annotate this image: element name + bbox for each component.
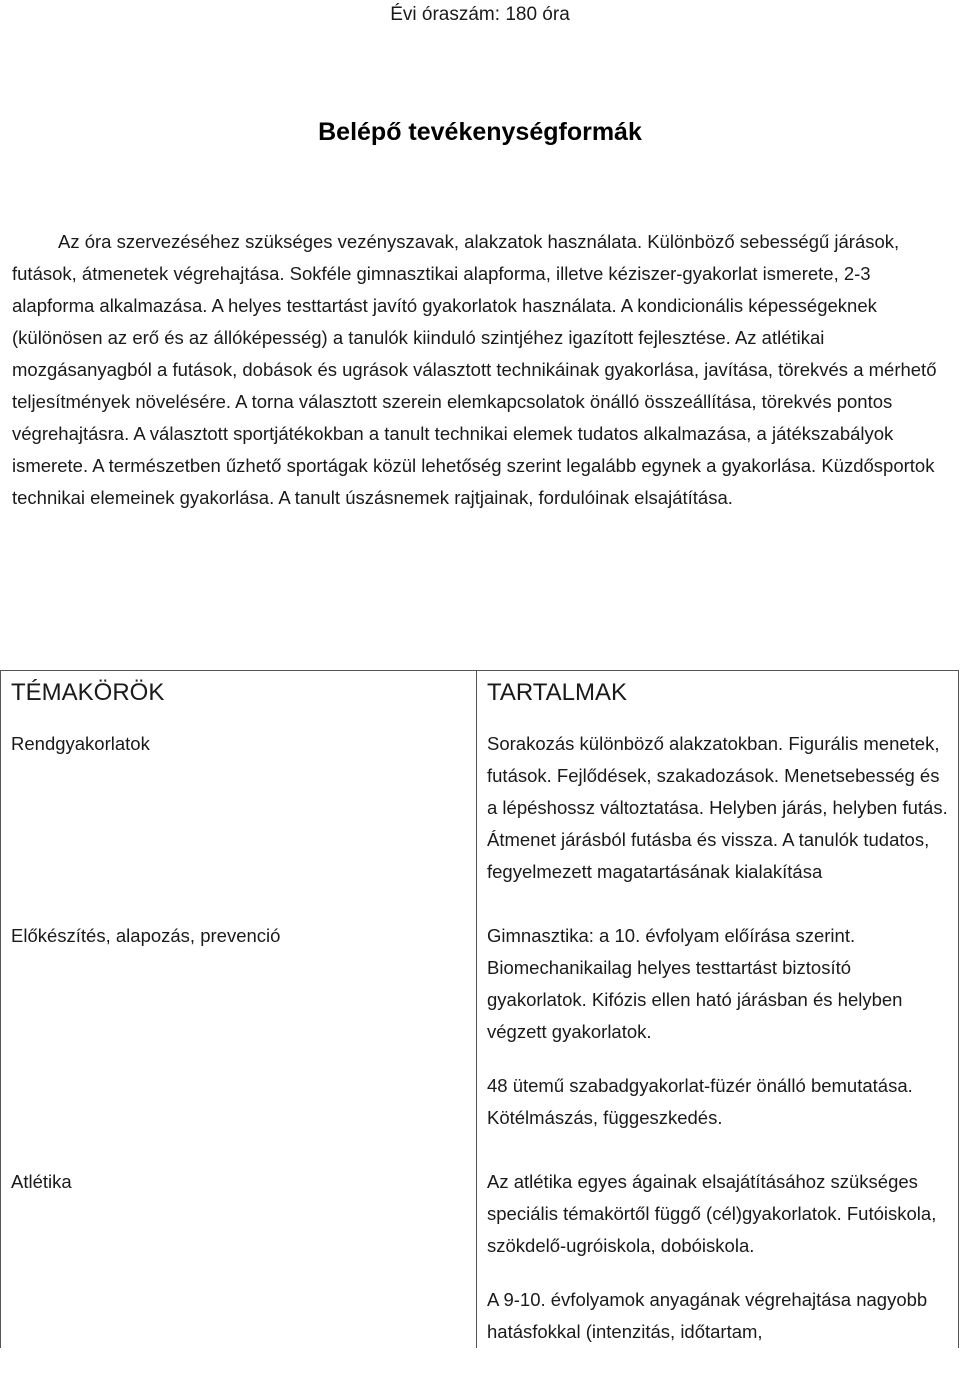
content-cell — [477, 718, 959, 910]
column-header-contents: TARTALMAK — [477, 671, 959, 719]
table-row — [1, 1156, 959, 1348]
content-paragraph: A 9-10. évfolyamok anyagának végrehajtása nagyobb hatásfokkal (intenzitás, időtartam, — [487, 1289, 928, 1342]
annual-hours: Évi óraszám: 180 óra — [390, 4, 570, 25]
topic-cell: Atlétika — [11, 1171, 72, 1192]
section-title: Belépő tevékenységformák — [318, 118, 642, 146]
topics-table — [0, 670, 959, 1348]
content-cell — [477, 910, 959, 1156]
table-row — [1, 910, 959, 1156]
topic-cell: Rendgyakorlatok — [11, 733, 150, 754]
content-cell — [477, 1156, 959, 1348]
intro-paragraph: Az óra szervezéséhez szükséges vezényszavak, alakzatok használata. Különböző sebességű járások, futások, átmenetek végrehajtása. Sokféle gimnasztikai alapforma, illetve kéziszer-gyakorlat ismerete, 2-3 alapforma alkalmazása. A helyes testtartást javító gyakorlatok használata. A kondicionális képességeknek (különösen az erő és az állóképesség) a tanulók kiinduló szintjéhez igazított fejlesztése. Az atlétikai mozgásanyagból a futások, dobások és ugrások választott technikáinak gyakorlása, javítása, törekvés a mérhető teljesítmények növelésére. A torna választott szerein elemkapcsolatok önálló összeállítása, törekvés pontos végrehajtásra. A választott sportjátékokban a tanult technikai elemek tudatos alkalmazása, a játékszabályok ismerete. A természetben űzhető sportágak közül lehetőség szerint legalább egynek a gyakorlása. Küzdősportok technikai elemeinek gyakorlása. A tanult úszásnemek rajtjainak, fordulóinak elsajátítása. — [12, 231, 937, 508]
column-header-topics: TÉMAKÖRÖK — [11, 679, 165, 706]
content-paragraph: 48 ütemű szabadgyakorlat-füzér önálló bemutatása. Kötélmászás, függeszkedés. — [487, 1075, 913, 1128]
topic-cell: Előkészítés, alapozás, prevenció — [11, 925, 281, 946]
table-row — [1, 718, 959, 910]
content-paragraph: Gimnasztika: a 10. évfolyam előírása szerint. Biomechanikailag helyes testtartást biztosító gyakorlatok. Kifózis ellen ható járásban és helyben végzett gyakorlatok. — [487, 925, 903, 1042]
table-header-row — [1, 671, 959, 719]
content-paragraph: Az atlétika egyes ágainak elsajátításához szükséges speciális témakörtől függő (cél)gyakorlatok. Futóiskola, szökdelő-ugróiskola, dobóiskola. — [487, 1171, 937, 1256]
content-paragraph: Sorakozás különböző alakzatokban. Figurális menetek, futások. Fejlődések, szakadozások. Menetsebesség és a lépéshossz változtatása. Helyben járás, helyben futás. Átmenet járásból futásba és vissza. A tanulók tudatos, fegyelmezett magatartásának kialakítása — [487, 733, 948, 882]
